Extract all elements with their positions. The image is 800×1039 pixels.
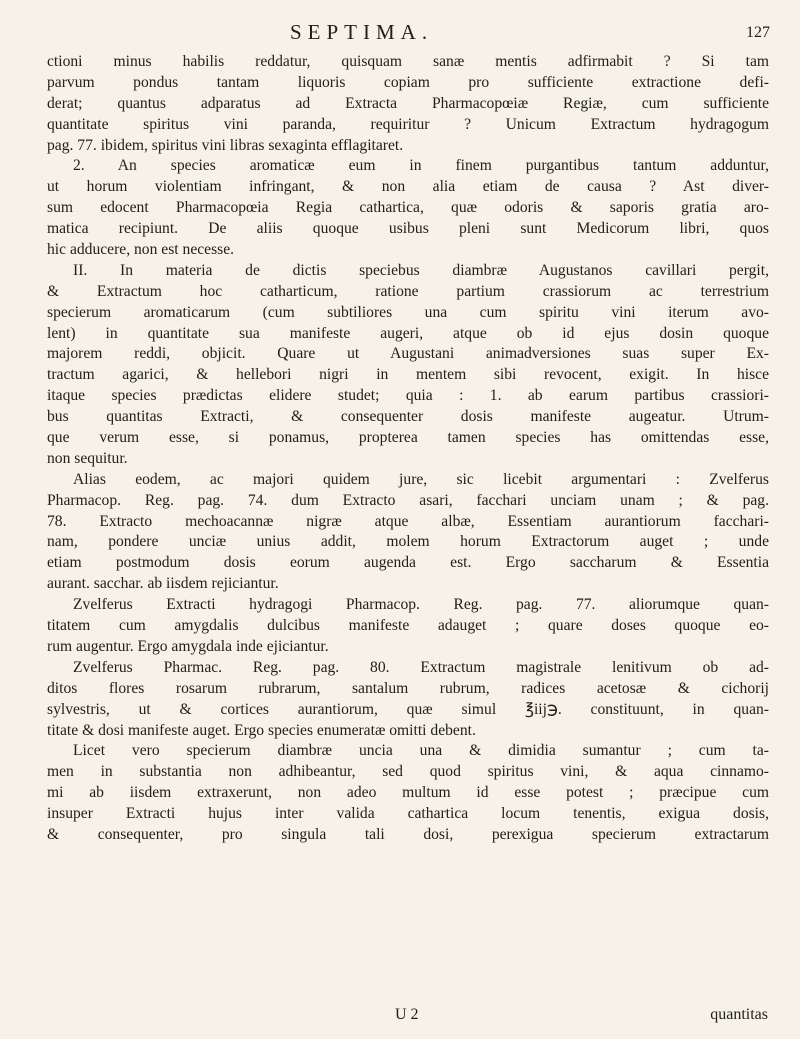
text-line: insuper Extracti hujus inter valida cathartica locum tenentis, exigua dosis, xyxy=(47,805,769,823)
text-line: mi ab iisdem extraxerunt, non adeo multum id esse potest ; præcipue cum xyxy=(47,784,769,802)
text-line: itaque species prædictas elidere studet; quia : 1. ab earum partibus crassiori- xyxy=(47,387,769,405)
text-line: sylvestris, ut & cortices aurantiorum, quæ simul ℥iij℈. constituunt, in quan- xyxy=(47,700,769,718)
text-line: sum edocent Pharmacopœia Regia cathartica, quæ odoris & saporis gratia aro- xyxy=(47,199,769,217)
text-line: ut horum violentiam infringant, & non alia etiam de causa ? Ast diver- xyxy=(47,178,769,196)
text-line: matica recipiunt. De aliis quoque usibus pleni sunt Medicorum libri, quos xyxy=(47,220,769,238)
text-line: Alias eodem, ac majori quidem jure, sic licebit argumentari : Zvelferus xyxy=(73,470,769,488)
text-line: specierum aromaticarum (cum subtiliores una cum spiritu vini iterum avo- xyxy=(47,303,769,321)
text-line: lent) in quantitate sua manifeste augeri, atque ob id ejus dosin quoque xyxy=(47,324,769,342)
body-text xyxy=(47,52,769,846)
text-line: titate & dosi manifeste auget. Ergo species enumeratæ omitti debent. xyxy=(47,721,476,739)
text-line: titatem cum amygdalis dulcibus manifeste adauget ; quare doses quoque eo- xyxy=(47,617,769,635)
catchword: quantitas xyxy=(710,1006,768,1023)
text-line: tractum agarici, & hellebori nigri in mentem sibi revocent, exigit. In hisce xyxy=(47,366,769,384)
text-line: hic adducere, non est necesse. xyxy=(47,241,235,259)
text-line: non sequitur. xyxy=(47,449,128,467)
text-line: men in substantia non adhibeantur, sed quod spiritus vini, & aqua cinnamo- xyxy=(47,763,769,781)
text-line: quantitate spiritus vini paranda, requiritur ? Unicum Extractum hydragogum xyxy=(47,115,769,133)
text-line: pag. 77. ibidem, spiritus vini libras sexaginta efflagitaret. xyxy=(47,136,404,154)
text-line: derat; quantus adparatus ad Extracta Pharmacopœiæ Regiæ, cum sufficiente xyxy=(47,94,769,112)
text-line: que verum esse, si ponamus, propterea tamen species has omittendas esse, xyxy=(47,429,769,447)
text-line: rum augentur. Ergo amygdala inde ejiciantur. xyxy=(47,637,329,655)
page-header xyxy=(0,20,800,50)
text-line: Pharmacop. Reg. pag. 74. dum Extracto asari, facchari unciam unam ; & pag. xyxy=(47,491,769,509)
text-line: bus quantitas Extracti, & consequenter dosis manifeste augeatur. Utrum- xyxy=(47,408,769,426)
text-line: aurant. sacchar. ab iisdem rejiciantur. xyxy=(47,575,279,593)
text-line: Licet vero specierum diambræ uncia una & dimidia sumantur ; cum ta- xyxy=(73,742,769,760)
text-line: parvum pondus tantam liquoris copiam pro sufficiente extractione defi- xyxy=(47,73,769,91)
page-number: 127 xyxy=(746,24,770,41)
text-line: ditos flores rosarum rubrarum, santalum rubrum, radices acetosæ & cichorij xyxy=(47,679,769,697)
text-line: 2. An species aromaticæ eum in finem purgantibus tantum adduntur, xyxy=(73,157,769,175)
text-line: nam, pondere unciæ unius addit, molem horum Extractorum auget ; unde xyxy=(47,533,769,551)
text-line: majorem reddi, objicit. Quare ut Augustani animadversiones suas super Ex- xyxy=(47,345,769,363)
text-line: & Extractum hoc catharticum, ratione partium crassiorum ac terrestrium xyxy=(47,282,769,300)
text-line: ctioni minus habilis reddatur, quisquam sanæ mentis adfirmabit ? Si tam xyxy=(47,53,769,70)
text-line: Zvelferus Pharmac. Reg. pag. 80. Extractum magistrale lenitivum ob ad- xyxy=(73,658,769,676)
signature-mark: U 2 xyxy=(395,1006,419,1023)
text-line: etiam postmodum dosis eorum augenda est. Ergo saccharum & Essentia xyxy=(47,554,769,572)
text-line: 78. Extracto mechoacannæ nigræ atque albæ, Essentiam aurantiorum facchari- xyxy=(47,512,769,530)
running-head: SEPTIMA. xyxy=(290,20,434,44)
text-line: Zvelferus Extracti hydragogi Pharmacop. Reg. pag. 77. aliorumque quan- xyxy=(73,596,769,614)
text-line: II. In materia de dictis speciebus diambræ Augustanos cavillari pergit, xyxy=(73,261,769,279)
text-line: & consequenter, pro singula tali dosi, perexigua specierum extractarum xyxy=(47,825,769,843)
